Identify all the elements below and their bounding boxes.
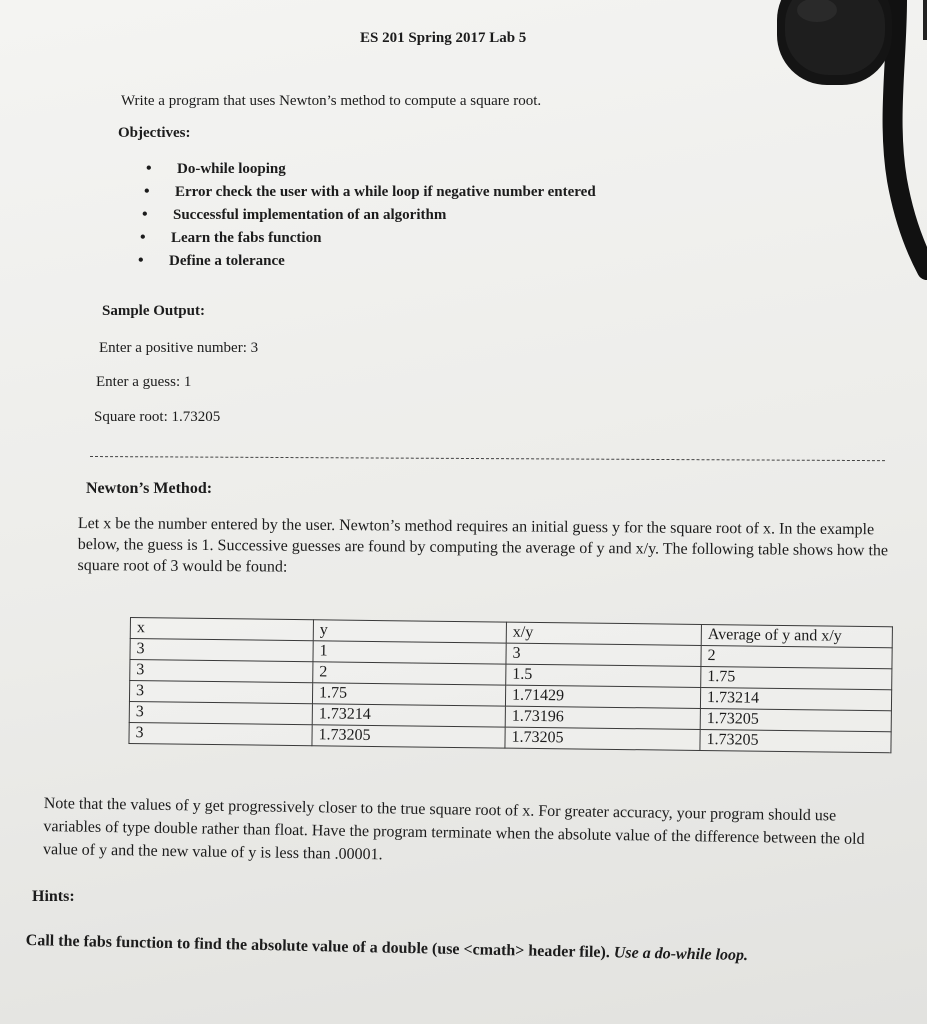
- table-header-cell: x: [130, 618, 313, 641]
- table-cell: 1.75: [312, 683, 505, 706]
- table-cell: 1.73205: [700, 708, 891, 731]
- sample-output-line: Enter a guess: 1: [96, 374, 192, 390]
- table-cell: 3: [129, 701, 312, 724]
- hints-heading: Hints:: [32, 888, 75, 905]
- table-cell: 1.73205: [312, 725, 505, 748]
- table-cell: 3: [129, 681, 312, 704]
- table-cell: 1.73214: [312, 704, 505, 727]
- newton-heading: Newton’s Method:: [86, 480, 213, 497]
- hint-emphasis-text: Use a do-while loop.: [613, 944, 749, 965]
- table-cell: 1.5: [506, 664, 701, 687]
- table-cell: 2: [313, 662, 506, 685]
- dashed-divider: [90, 456, 885, 461]
- hint-main-text: Call the fabs function to find the absolute value of a double (use <cmath> header file).: [25, 931, 611, 962]
- table-cell: 1.73205: [700, 729, 891, 752]
- table-cell: 1.71429: [505, 685, 700, 708]
- objective-item: [140, 227, 322, 250]
- objectives-heading: Objectives:: [118, 125, 191, 141]
- table-cell: 3: [130, 660, 313, 683]
- table-cell: 1: [313, 641, 506, 664]
- table-header-cell: y: [313, 620, 506, 643]
- table-cell: 2: [701, 645, 892, 668]
- sample-output-heading: Sample Output:: [102, 303, 205, 319]
- table-header-cell: x/y: [506, 622, 701, 645]
- newton-table: [128, 617, 892, 753]
- document-title: ES 201 Spring 2017 Lab 5: [360, 30, 527, 46]
- cable-icon: [747, 0, 927, 280]
- table-cell: 3: [129, 722, 312, 745]
- objective-item: [144, 181, 596, 204]
- newton-paragraph: Let x be the number entered by the user. Newton’s method requires an initial guess y for the square root of x. In the example below, the guess is 1. Successive guesses are found by computing the average of y and x/y. The following table shows how the square root of 3 would be found:: [77, 514, 889, 576]
- note-paragraph: Note that the values of y get progressively closer to the true square root of x. For greater accuracy, your program should use variables of type double rather than float. Have the program terminate when the absolute value of the difference between the old value of y and the new value of y is less than .00001.: [42, 794, 865, 864]
- objective-text: Define a tolerance: [169, 253, 285, 269]
- table-cell: 3: [130, 639, 313, 662]
- table-cell: 1.73205: [505, 727, 700, 750]
- objective-item: [142, 204, 447, 227]
- objectives-list: [138, 158, 596, 273]
- sample-output-line: Enter a positive number: 3: [99, 340, 259, 356]
- table-cell: 1.75: [701, 666, 892, 689]
- intro-text: Write a program that uses Newton’s method to compute a square root.: [121, 93, 542, 109]
- objective-text: Successful implementation of an algorithm: [173, 207, 447, 223]
- objective-item: [138, 250, 285, 273]
- bullet-icon: •: [144, 183, 150, 200]
- table-cell: 3: [506, 643, 701, 666]
- bullet-icon: •: [142, 206, 148, 223]
- hint-paragraph: [26, 930, 916, 971]
- table-cell: 1.73196: [505, 706, 700, 729]
- objective-text: Error check the user with a while loop if negative number entered: [175, 184, 596, 200]
- sample-output-line: Square root: 1.73205: [94, 409, 221, 425]
- table-header-cell: Average of y and x/y: [701, 624, 892, 647]
- objective-text: Learn the fabs function: [171, 230, 322, 246]
- bullet-icon: •: [138, 252, 144, 269]
- objective-text: Do-while looping: [177, 161, 286, 177]
- bullet-icon: •: [146, 160, 152, 177]
- bullet-icon: •: [140, 229, 146, 246]
- table-cell: 1.73214: [700, 687, 891, 710]
